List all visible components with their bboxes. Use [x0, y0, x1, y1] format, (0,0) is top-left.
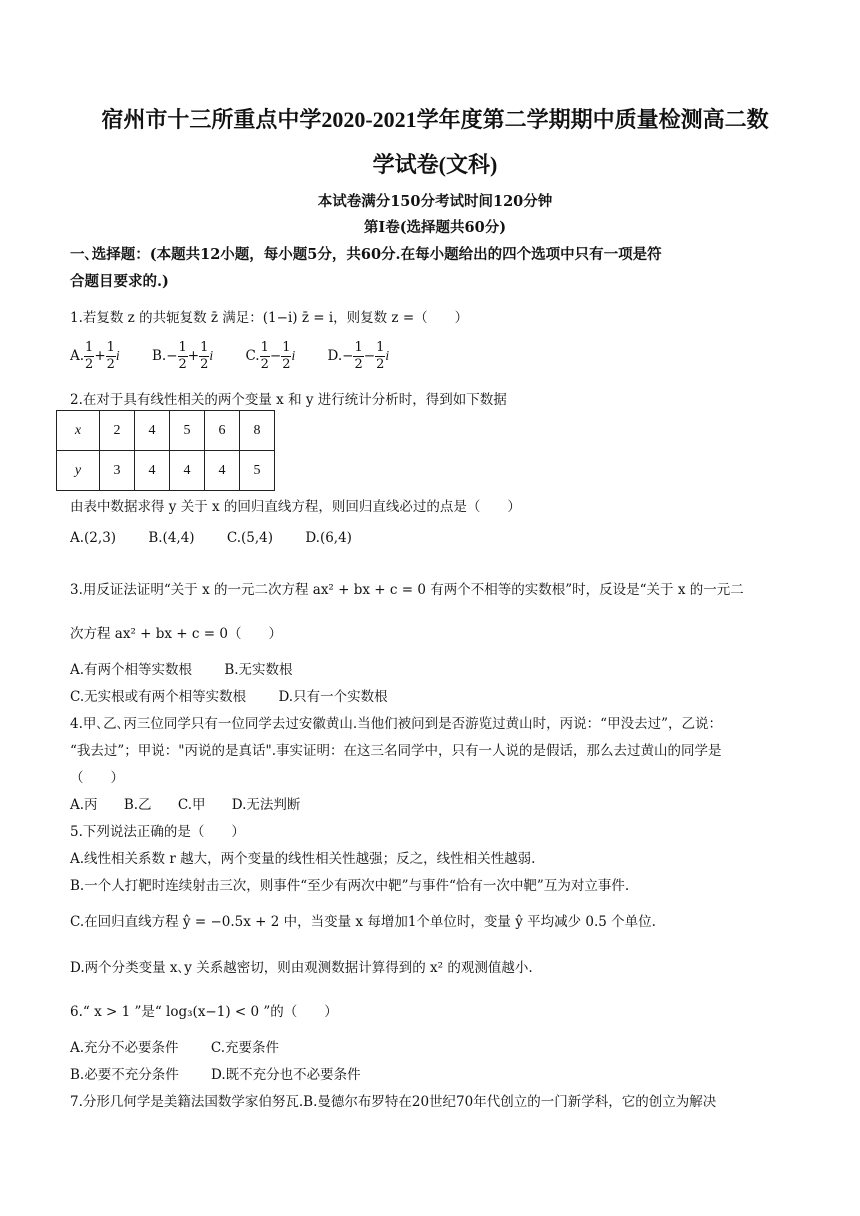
q2-option-d: D.(6,4): [305, 530, 352, 546]
table-cell: 2: [100, 411, 135, 451]
q2-option-b: B.(4,4): [148, 530, 195, 546]
section-heading-line1: 一､选择题：(本题共12小题，每小题5分，共60分.在每小题给出的四个选项中只有一项是符: [70, 246, 662, 263]
q5-option-c: C.在回归直线方程 ŷ = −0.5x + 2 中，当变量 x 每增加1个单位时，变量 ŷ 平均减少 0.5 个单位.: [70, 914, 656, 930]
q2-options: [70, 530, 380, 546]
q6-option-c: C.充要条件: [210, 1040, 279, 1056]
q1-option-a: A. $\frac{1}{2}$ + $\frac{1}{2}$ i: [70, 340, 120, 372]
q4-line3: （ ）: [70, 770, 124, 786]
q3-option-b: B.无实数根: [224, 662, 293, 678]
q3-line2: 次方程 ax² + bx + c = 0（ ）: [70, 626, 282, 642]
q1-stem: 1.若复数 z 的共轭复数 z̄ 满足：(1−i) z̄ = i，则复数 z =（ ）: [70, 310, 469, 326]
q4-line1: 4.甲､乙､丙三位同学只有一位同学去过安徽黄山.当他们被问到是否游览过黄山时，丙说：“甲没去过”，乙说：: [70, 716, 722, 732]
q4-options: [70, 793, 328, 813]
q6-option-a: A.充分不必要条件: [70, 1040, 179, 1056]
table-cell: 6: [205, 411, 240, 451]
exam-info: 本试卷满分150分考试时间120分钟: [317, 193, 553, 210]
q2-after: 由表中数据求得 y 关于 x 的回归直线方程，则回归直线必过的点是（ ）: [70, 499, 521, 515]
q3-option-d: D.只有一个实数根: [278, 689, 388, 705]
exam-title-line1: 宿州市十三所重点中学2020-2021学年度第二学期期中质量检测高二数: [101, 107, 769, 132]
q3-option-a: A.有两个相等实数根: [70, 662, 193, 678]
q5-option-b: B.一个人打靶时连续射击三次，则事件“至少有两次中靶”与事件“恰有一次中靶”互为对立事件.: [70, 878, 630, 894]
q1-options: [70, 340, 417, 373]
exam-part: 第I卷(选择题共60分): [363, 219, 507, 236]
q6-stem: 6.“ x > 1 ”是“ log₃(x−1) < 0 ”的（ ）: [70, 1004, 338, 1020]
exam-title-line2: 学试卷(文科): [372, 152, 498, 177]
q2-data-table: [56, 410, 275, 491]
q6-option-d: D.既不充分也不必要条件: [211, 1067, 361, 1083]
q1-option-b: B.− $\frac{1}{2}$ + $\frac{1}{2}$ i: [151, 340, 214, 372]
table-cell: 4: [135, 411, 170, 451]
q4-option-a: A.丙: [70, 797, 98, 813]
q6-options-row2: [70, 1063, 389, 1083]
q4-line2: “我去过”；甲说："丙说的是真话".事实证明：在这三名同学中，只有一人说的是假话，那么去过黄山的同学是: [70, 743, 722, 759]
table-cell: 4: [135, 451, 170, 491]
q2-stem: 2.在对于具有线性相关的两个变量 x 和 y 进行统计分析时，得到如下数据: [70, 392, 507, 408]
q3-option-c: C.无实根或有两个相等实数根: [70, 689, 247, 705]
q4-option-b: B.乙: [123, 797, 152, 813]
q6-options-row1: [70, 1036, 307, 1056]
q5-option-d: D.两个分类变量 x､y 关系越密切，则由观测数据计算得到的 x² 的观测值越小.: [70, 960, 533, 976]
q3-options-row2: [70, 685, 416, 705]
table-cell: 5: [240, 451, 275, 491]
q3-line1: 3.用反证法证明“关于 x 的一元二次方程 ax² + bx + c = 0 有两个不相等的实数根”时，反设是“关于 x 的一元二: [70, 582, 744, 598]
table-header-x: x: [57, 411, 100, 451]
q1-option-c: C. $\frac{1}{2}$ − $\frac{1}{2}$ i: [245, 340, 296, 372]
q5-option-a: A.线性相关系数 r 越大，两个变量的线性相关性越强；反之，线性相关性越弱.: [70, 851, 536, 867]
table-cell: 4: [170, 451, 205, 491]
table-row-y: [57, 451, 275, 491]
q4-option-c: C.甲: [177, 797, 206, 813]
q1-option-d: D.− $\frac{1}{2}$ − $\frac{1}{2}$ i: [327, 340, 390, 372]
q5-stem: 5.下列说法正确的是（ ）: [70, 824, 245, 840]
q2-option-c: C.(5,4): [226, 530, 274, 546]
q6-option-b: B.必要不充分条件: [70, 1067, 179, 1083]
q7-line1: 7.分形几何学是美籍法国数学家伯努瓦.B.曼德尔布罗特在20世纪70年代创立的一门新学科，它的创立为解决: [70, 1094, 717, 1110]
table-cell: 8: [240, 411, 275, 451]
table-header-y: y: [57, 451, 100, 491]
q2-option-a: A.(2,3): [70, 530, 117, 546]
q4-option-d: D.无法判断: [231, 797, 301, 813]
table-cell: 5: [170, 411, 205, 451]
table-cell: 4: [205, 451, 240, 491]
section-heading-line2: 合题目要求的.): [70, 273, 169, 290]
table-row-x: [57, 411, 275, 451]
q3-options-row1: [70, 658, 321, 678]
table-cell: 3: [100, 451, 135, 491]
